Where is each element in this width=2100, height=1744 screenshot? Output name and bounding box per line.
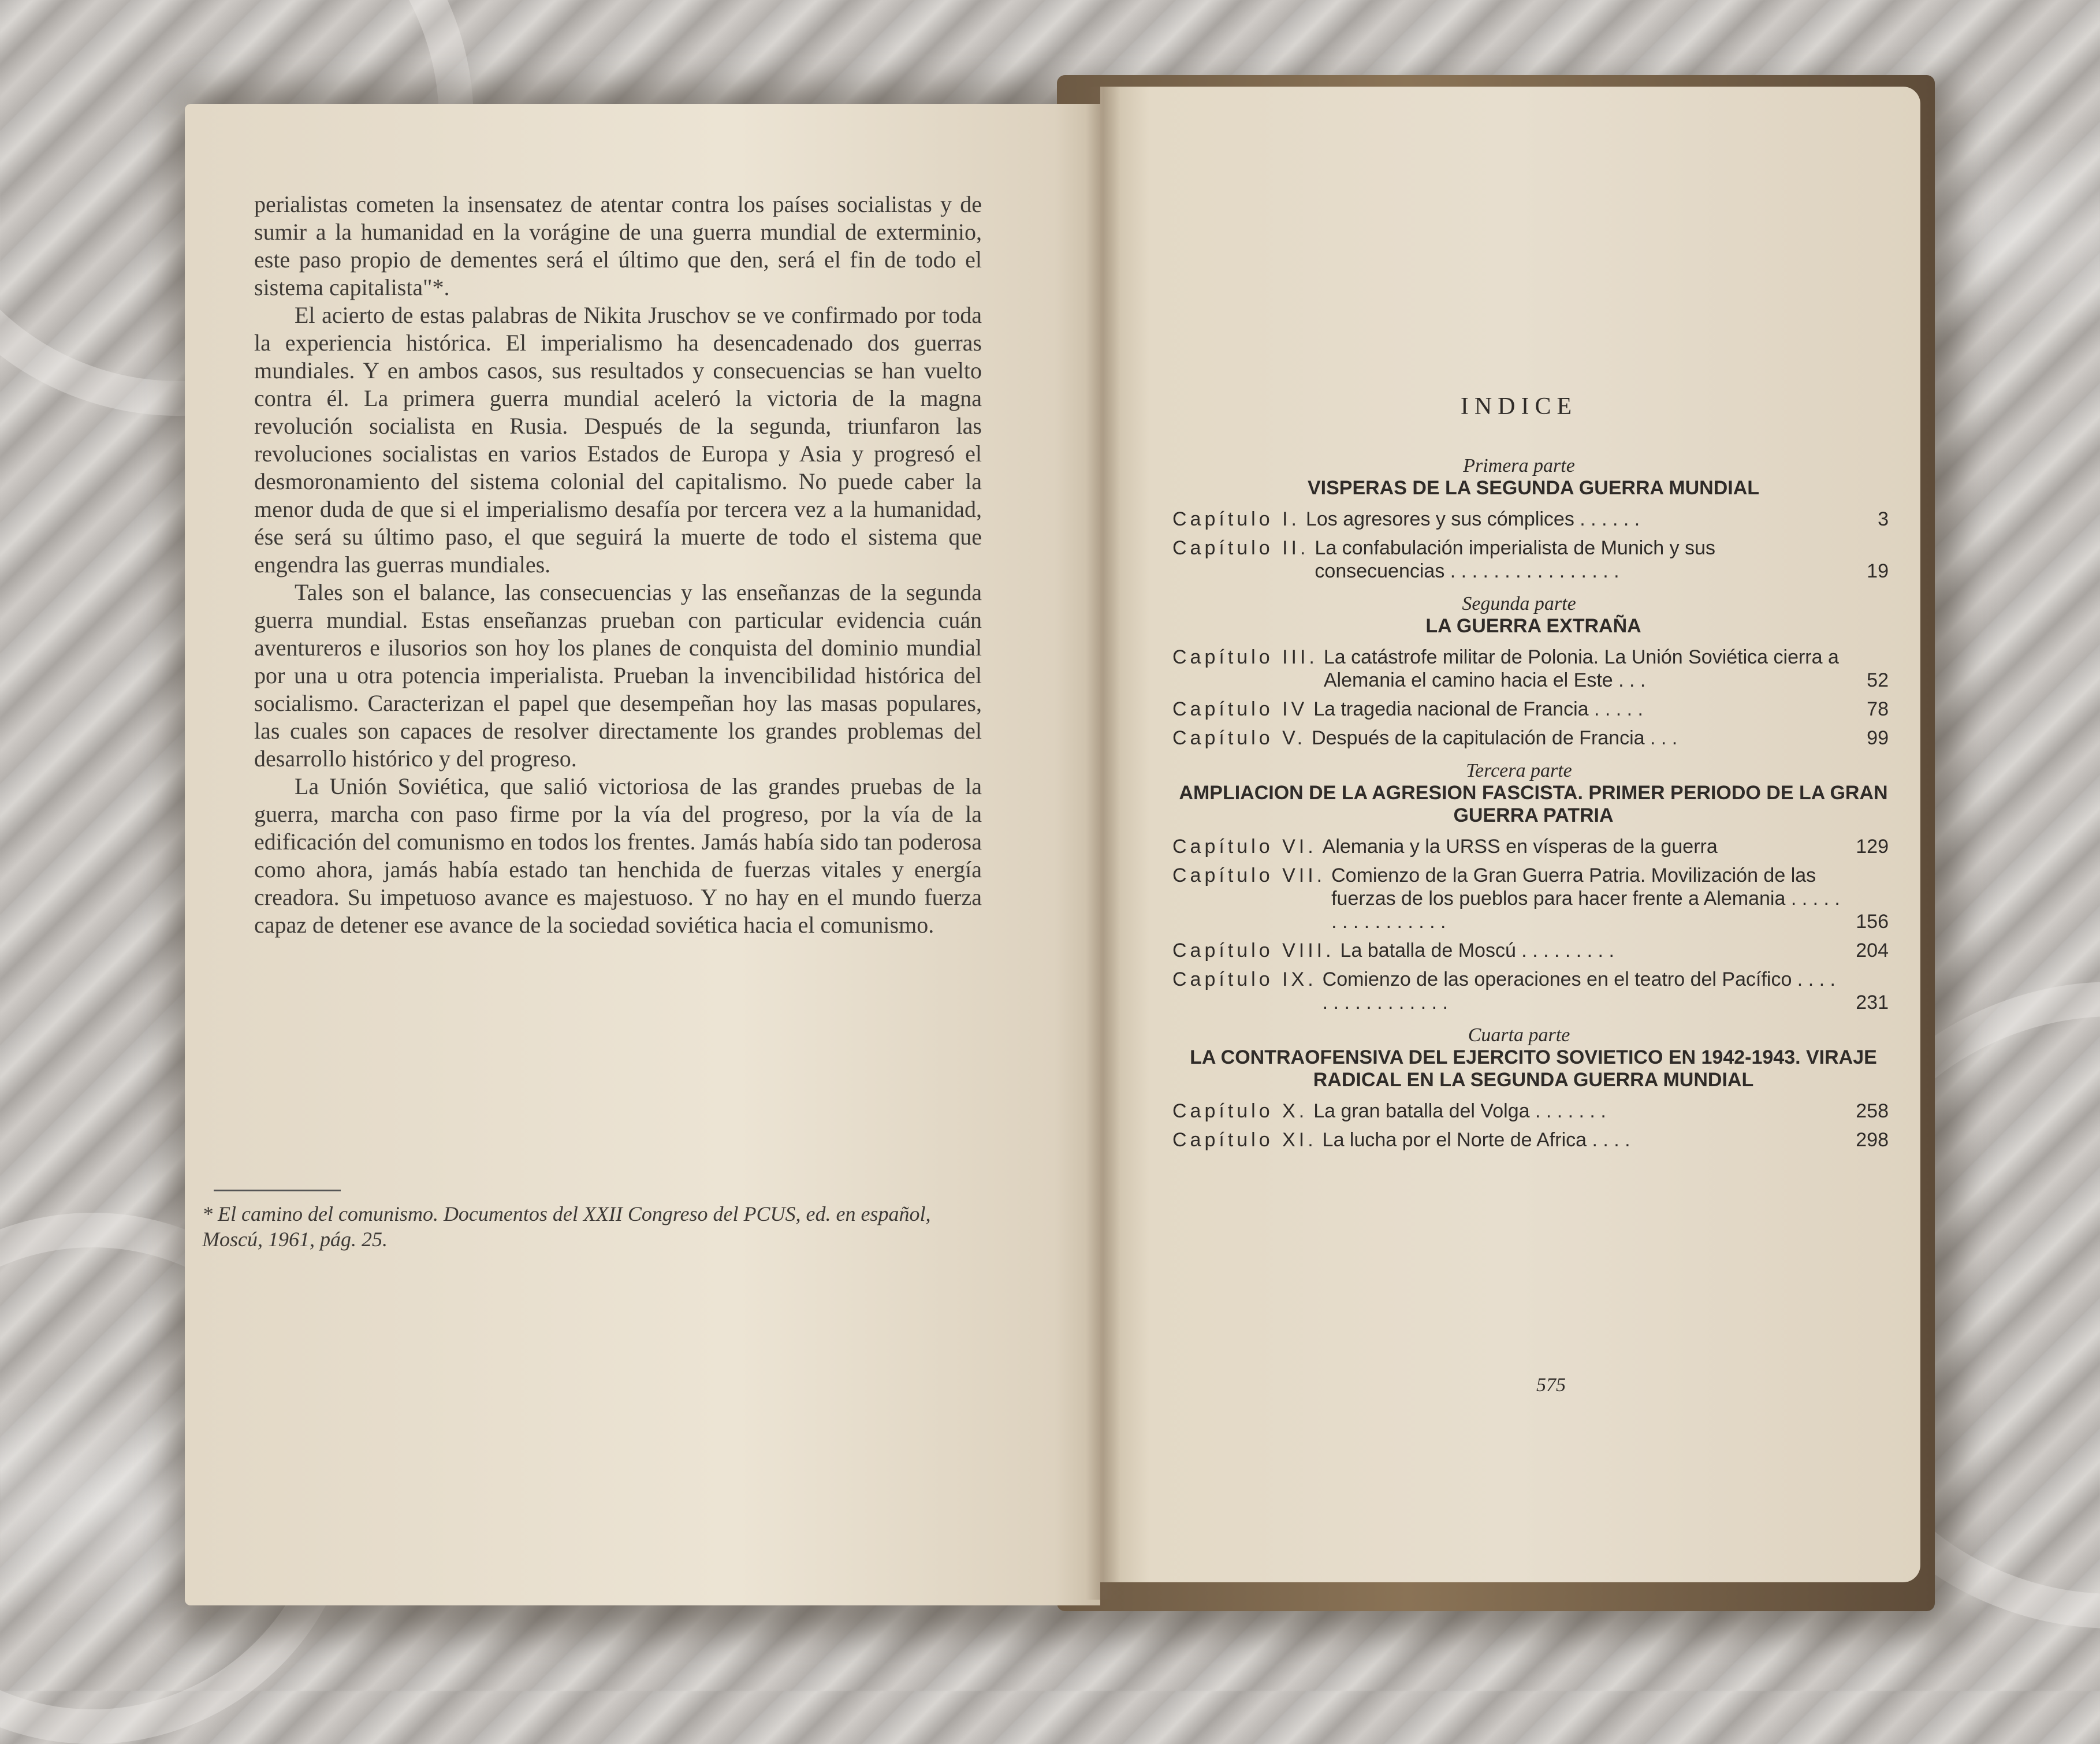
toc-entry — [1172, 1128, 1889, 1152]
toc-part — [1172, 455, 1923, 583]
part-title: AMPLIACION DE LA AGRESION FASCISTA. PRIMER PERIODO DE LA GRAN GUERRA PATRIA — [1179, 782, 1888, 826]
chapter-title: La lucha por el Norte de Africa . . . . — [1322, 1129, 1630, 1151]
part-title: LA CONTRAOFENSIVA DEL EJERCITO SOVIETICO EN 1942-1943. VIRAJE RADICAL EN LA SEGUNDA GUERRA MUNDIAL — [1190, 1046, 1877, 1091]
chapter-title: Comienzo de las operaciones en el teatro del Pacífico . . . . . . . . . . . . . . . . — [1322, 968, 1835, 1013]
toc-entry — [1172, 726, 1889, 750]
chapter-page: 298 — [1856, 1129, 1889, 1151]
paragraph: La Unión Soviética, que salió victoriosa de las grandes pruebas de la guerra, marcha con paso firme por la vía del progreso, por la vía de la edificación del comunismo en todos los frentes. Jamás había sido tan poderosa como ahora, jamás había estado tan henchida de fuerzas vitales y energía creadora. Su impetuoso avance es majestuoso. Y no hay en el mundo fuerza capaz de detener ese avance de la sociedad soviética hacia el comunismo. — [254, 773, 982, 938]
chapter-title: La gran batalla del Volga . . . . . . . — [1313, 1100, 1606, 1122]
paragraph: El acierto de estas palabras de Nikita Jruschov se ve confirmado por toda la experiencia histórica. El imperialismo ha desencadenado dos guerras mundiales. Y en ambos casos, sus resultados y consecuencias se han vuelto contra él. La primera guerra mundial aceleró la victoria de la magna revolución socialista en Rusia. Después de la segunda, triunfaron las revoluciones socialistas en varios Estados de Europa y Asia y progresó el desmoronamiento del sistema colonial del capitalismo. No puede caber la menor duda de que si el imperialismo desafía por tercera vez a la humanidad, ése será su último paso, el que seguirá la muerte de todo el sistema que engendra las guerras mundiales. — [254, 302, 982, 577]
footnote-rule — [214, 1190, 341, 1191]
chapter-page: 3 — [1878, 508, 1889, 530]
chapter-label: Capítulo X. — [1172, 1100, 1308, 1122]
toc-entry — [1172, 536, 1889, 583]
chapter-label: Capítulo VIII. — [1172, 940, 1335, 962]
left-page-text — [254, 191, 982, 939]
footnote: * El camino del comunismo. Documentos del XXII Congreso del PCUS, ed. en español, Moscú, 1961, pág. 25. — [202, 1202, 931, 1251]
table-of-contents — [1172, 393, 1923, 1157]
chapter-label: Capítulo II. — [1172, 537, 1309, 559]
chapter-page: 231 — [1856, 992, 1889, 1013]
toc-part — [1172, 1024, 1923, 1152]
chapter-title: La batalla de Moscú . . . . . . . . . — [1340, 940, 1614, 962]
chapter-page: 78 — [1867, 698, 1889, 720]
chapter-page: 52 — [1867, 669, 1889, 691]
chapter-title: La confabulación imperialista de Munich y sus consecuencias . . . . . . . . . . . . . . . . — [1315, 537, 1716, 582]
toc-part — [1172, 593, 1923, 750]
toc-entry — [1172, 939, 1889, 962]
chapter-page: 19 — [1867, 560, 1889, 582]
toc-entry — [1172, 1100, 1889, 1123]
part-label: Cuarta parte — [1468, 1024, 1570, 1046]
chapter-label: Capítulo VI. — [1172, 836, 1317, 858]
toc-entry — [1172, 835, 1889, 858]
chapter-title: Alemania y la URSS en vísperas de la guerra — [1322, 836, 1718, 858]
chapter-page: 204 — [1856, 940, 1889, 962]
chapter-label: Capítulo I. — [1172, 508, 1300, 530]
chapter-label: Capítulo IV — [1172, 698, 1308, 720]
chapter-title: La tragedia nacional de Francia . . . . . — [1313, 698, 1643, 720]
part-label: Segunda parte — [1462, 593, 1576, 614]
chapter-page: 258 — [1856, 1100, 1889, 1122]
toc-title: INDICE — [1460, 393, 1578, 420]
toc-entry — [1172, 646, 1889, 692]
toc-entry — [1172, 968, 1889, 1014]
chapter-title: Después de la capitulación de Francia . . . — [1312, 727, 1678, 749]
chapter-label: Capítulo V. — [1172, 727, 1306, 749]
part-title: LA GUERRA EXTRAÑA — [1425, 615, 1641, 637]
toc-part — [1172, 760, 1923, 1014]
toc-entry — [1172, 864, 1889, 933]
toc-entry — [1172, 508, 1889, 531]
chapter-title: Comienzo de la Gran Guerra Patria. Movilización de las fuerzas de los pueblos para hacer frente a Alemania . . . . . . . . . . . . . . . . — [1331, 864, 1840, 933]
toc-entry — [1172, 698, 1889, 721]
paragraph: Tales son el balance, las consecuencias y las enseñanzas de la segunda guerra mundial. Estas enseñanzas prueban con particular evidencia cuán aventureros e ilusorios son hoy los planes de conquista del dominio mundial por una u otra potencia imperialista. Prueban la invencibilidad histórica del socialismo. Caracterizan el papel que desempeñan hoy las masas populares, las cuales son capaces de resolver directamente los grandes problemas del desarrollo histórico y del progreso. — [254, 579, 982, 772]
part-label: Primera parte — [1463, 455, 1575, 476]
chapter-label: Capítulo III. — [1172, 646, 1318, 668]
chapter-page: 129 — [1856, 836, 1889, 858]
chapter-page: 156 — [1856, 911, 1889, 933]
paragraph: perialistas cometen la insensatez de atentar contra los países socialistas y de sumir a la humanidad en la vorágine de una guerra mundial de exterminio, este paso propio de dementes será el último que den, será el fin de todo el sistema capitalista"*. — [254, 191, 982, 300]
chapter-label: Capítulo IX. — [1172, 968, 1317, 990]
page-number: 575 — [1536, 1374, 1566, 1396]
chapter-label: Capítulo XI. — [1172, 1129, 1317, 1151]
chapter-label: Capítulo VII. — [1172, 864, 1326, 886]
chapter-title: La catástrofe militar de Polonia. La Unión Soviética cierra a Alemania el camino hacia el Este . . . — [1323, 646, 1839, 691]
part-label: Tercera parte — [1466, 760, 1572, 781]
part-title: VISPERAS DE LA SEGUNDA GUERRA MUNDIAL — [1307, 477, 1760, 499]
book-gutter — [1086, 87, 1120, 1600]
chapter-page: 99 — [1867, 727, 1889, 749]
chapter-title: Los agresores y sus cómplices . . . . . . — [1305, 508, 1640, 530]
